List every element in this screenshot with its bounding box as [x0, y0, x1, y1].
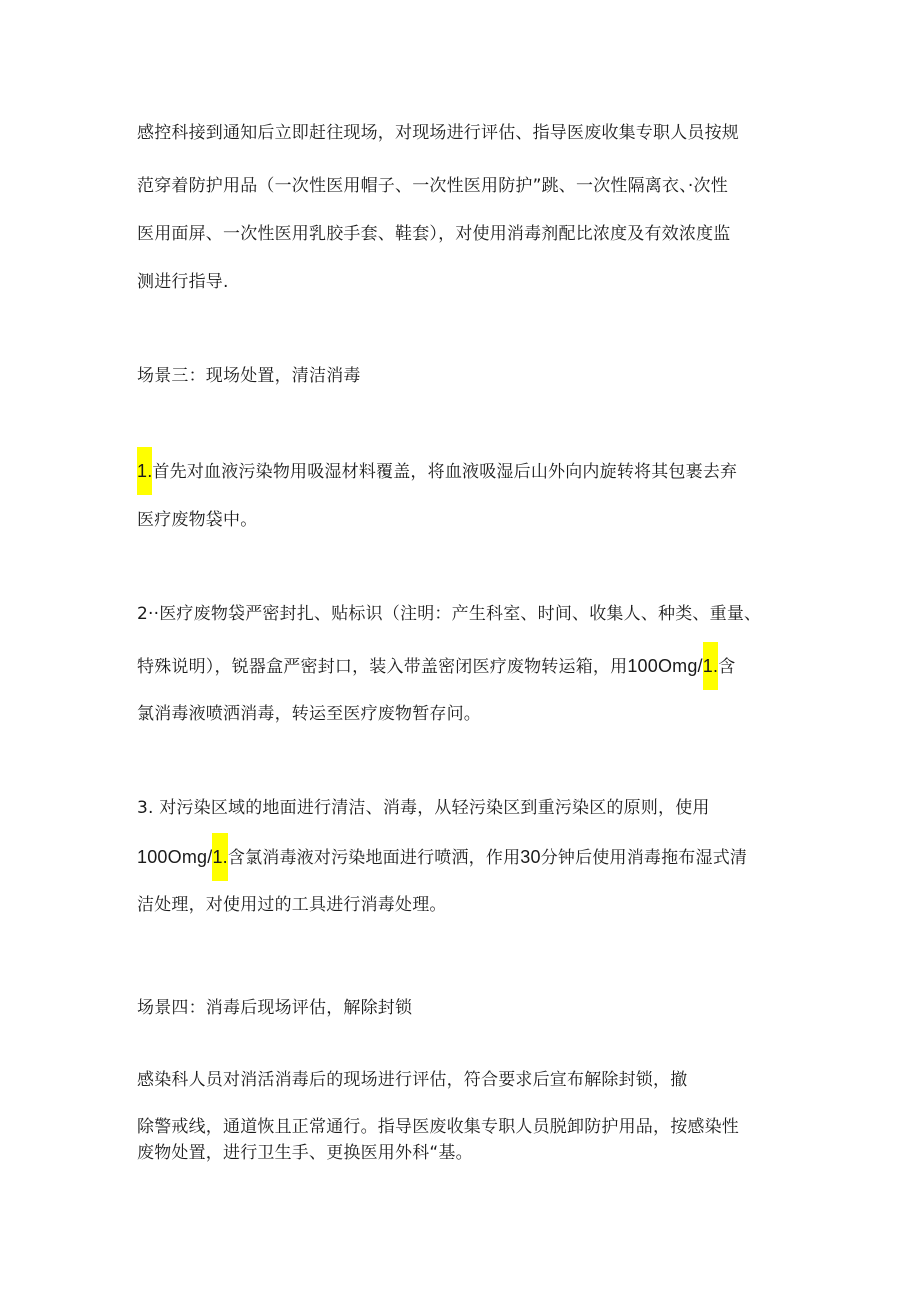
- section-heading-4: 场景四：消毒后现场评估，解除封锁: [137, 998, 413, 1018]
- concentration-value: 100Omg/: [137, 847, 213, 867]
- paragraph-line: 废物处置，进行卫生手、更换医用外科“基。: [137, 1143, 473, 1163]
- step-2-text: 特殊说明），锐器盒严密封口，装入带盖密闭医疗废物转运箱，用: [137, 657, 628, 677]
- step-3-line: [137, 845, 747, 881]
- paragraph-line: 除警戒线，通道恢且正常通行。指导医废收集专职人员脱卸防护用品，按感染性: [137, 1117, 739, 1137]
- paragraph-line: 感染科人员对消活消毒后的现场进行评估，符合要求后宣布解除封锁，撤: [137, 1070, 688, 1090]
- step-1-text: 首先对血液污染物用吸湿材料覆盖，将血液吸湿后山外向内旋转将其包裹去弃: [152, 462, 738, 482]
- highlighted-number: 1.: [137, 447, 152, 495]
- concentration-value: 100Omg/: [627, 656, 703, 676]
- step-3-text: 分钟后使用消毒拖布湿式清: [540, 848, 748, 868]
- step-2-line: 2··医疗废物袋严密封扎、贴标识（注明：产生科室、时间、收集人、种类、重量、: [137, 604, 762, 624]
- step-3-text: 含氯消毒液对污染地面进行喷洒，作用: [227, 848, 521, 868]
- paragraph-line: 医疗废物袋中。: [137, 510, 258, 530]
- step-1-line: [137, 459, 737, 495]
- highlighted-unit: 1.: [703, 642, 718, 690]
- paragraph-line: 洁处理，对使用过的工具进行消毒处理。: [137, 895, 447, 915]
- step-2-text: 含: [718, 657, 736, 677]
- paragraph-line: 感控科接到通知后立即赶往现场，对现场进行评估、指导医废收集专职人员按规: [137, 123, 739, 143]
- highlighted-unit: 1.: [212, 833, 227, 881]
- paragraph-line: 医用面屏、一次性医用乳胶手套、鞋套），对使用消毒剂配比浓度及有效浓度监: [137, 224, 731, 244]
- paragraph-line: 范穿着防护用品（一次性医用帽子、一次性医用防护”跳、一次性隔离衣、·次性: [137, 176, 728, 196]
- section-heading-3: 场景三：现场处置，清洁消毒: [137, 366, 361, 386]
- paragraph-line: 测进行指导.: [137, 272, 229, 292]
- step-3-line: 3. 对污染区域的地面进行清洁、消毒，从轻污染区到重污染区的原则，使用: [137, 798, 710, 818]
- paragraph-line: 氯消毒液喷洒消毒，转运至医疗废物暂存问。: [137, 704, 481, 724]
- step-2-line: [137, 654, 735, 690]
- duration-value: 30: [520, 847, 541, 867]
